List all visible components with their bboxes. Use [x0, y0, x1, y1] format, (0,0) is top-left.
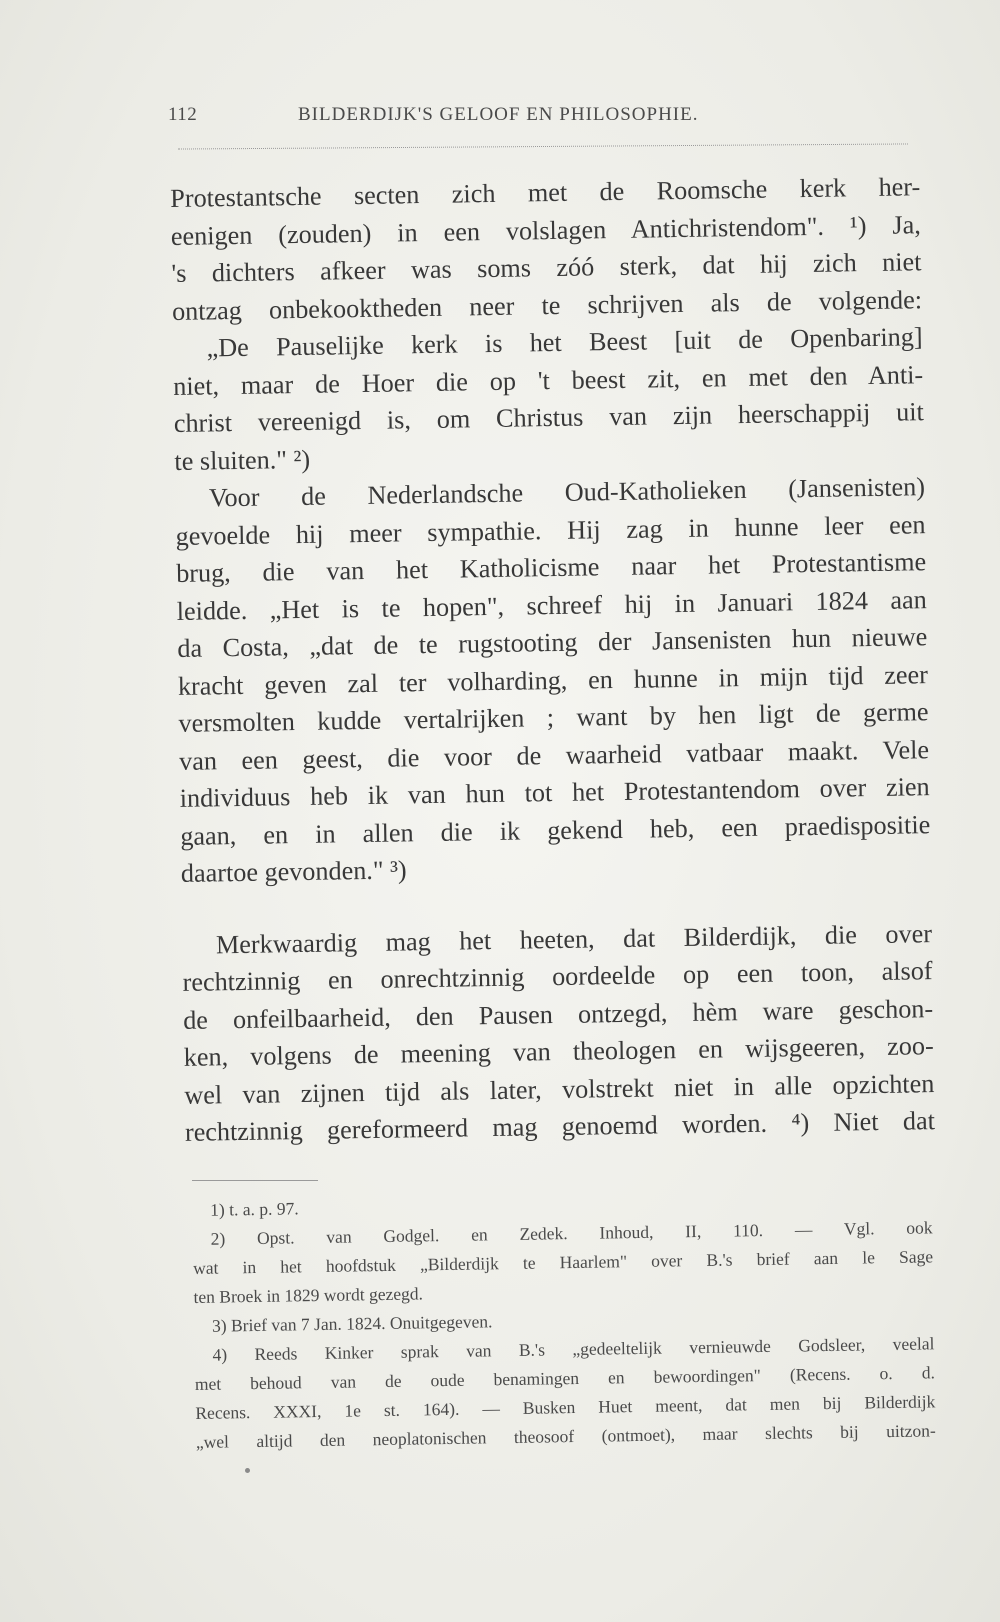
quote-line: „De Pauselijke kerk is het Beest [uit de Openbaring] — [206, 322, 923, 363]
footnote-4: 4) Reeds Kinker sprak van B.'s „gedeeltelijk vernieuwde Godsleer, veelal — [212, 1333, 935, 1365]
footnote-line: met behoud van de oude benamingen en bewoordingen" (Recens. o. d. — [194, 1362, 936, 1394]
body-line: wel van zijnen tijd als later, volstrekt niet in alle opzichten — [184, 1068, 935, 1110]
footnote-line: ten Broek in 1829 wordt gezegd. — [193, 1283, 424, 1307]
body-line: individuus heb ik van hun tot het Protestantendom over zien — [179, 772, 930, 813]
body-line: versmolten kudde vertalrijken ; want by hen ligt de germe — [178, 697, 929, 738]
body-line: kracht geven zal ter volharding, en hunne in mijn tijd zeer — [177, 659, 929, 701]
body-line: rechtzinnig en onrechtzinnig oordeelde op een toon, alsof — [182, 956, 933, 997]
body-line: gaan, en in allen die ik gekend heb, een praedispositie — [180, 809, 931, 851]
body-line: ken, volgens de meening van theologen en wijsgeeren, zoo- — [183, 1031, 934, 1072]
footnote-line: „wel altijd den neoplatonischen theosoof (ontmoet), maar slechts bij uitzon- — [195, 1420, 936, 1452]
body-line: brug, die van het Katholicisme naar het Protestantisme — [175, 547, 927, 588]
body-line: Protestantsche secten zich met de Roomsche kerk her- — [170, 172, 921, 213]
body-line: te sluiten." ²) — [174, 444, 311, 476]
body-line: 's dichters afkeer was soms zóó sterk, dat hij zich niet — [171, 247, 922, 288]
footnote-2: 2) Opst. van Godgel. en Zedek. Inhoud, II, 110. — Vgl. ook — [210, 1217, 933, 1249]
footnotes — [192, 1184, 936, 1457]
ink-speck — [245, 1468, 250, 1473]
body-line: van een geest, die voor de waarheid vatbaar maakt. Vele — [178, 734, 930, 776]
body-line: eenigen (zouden) in een volslagen Antichristendom". ¹) Ja, — [170, 209, 922, 251]
body-line: da Costa, „dat de te rugstooting der Jansenisten hun nieuwe — [177, 622, 928, 663]
paragraph-start-line: Merkwaardig mag het heeten, dat Bilderdijk, die over — [215, 918, 933, 959]
body-line: christ vereenigd is, om Christus van zijn heerschappij uit — [173, 397, 924, 438]
paragraph-start-line: Voor de Nederlandsche Oud-Katholieken (Jansenisten) — [208, 472, 926, 513]
body-line: niet, maar de Hoer die op 't beest zit, en met den Anti- — [173, 359, 924, 401]
running-head — [168, 104, 948, 134]
footnote-rule — [192, 1180, 318, 1181]
page-number: 112 — [168, 104, 198, 125]
body-line: gevoelde hij meer sympathie. Hij zag in hunne leer een — [175, 509, 926, 551]
body-line: daartoe gevonden." ³) — [180, 855, 407, 888]
footnote-line: wat in het hoofdstuk „Bilderdijk te Haarlem" over B.'s brief aan le Sage — [192, 1246, 934, 1278]
footnote-3: 3) Brief van 7 Jan. 1824. Onuitgegeven. — [211, 1311, 493, 1336]
running-head-title: BILDERDIJK'S GELOOF EN PHILOSOPHIE. — [298, 104, 699, 125]
body-text — [170, 168, 935, 1151]
footnote-1: 1) t. a. p. 97. — [210, 1198, 299, 1220]
footnote-line: Recens. XXXI, 1e st. 164). — Busken Huet meent, dat men bij Bilderdijk — [195, 1391, 936, 1423]
body-line: leidde. „Het is te hopen", schreef hij in Januari 1824 aan — [176, 584, 927, 626]
body-line: de onfeilbaarheid, den Pausen ontzegd, hèm ware geschon- — [182, 993, 934, 1035]
body-line: rechtzinnig gereformeerd mag genoemd worden. ⁴) Niet dat — [184, 1106, 936, 1147]
body-line: ontzag onbekooktheden neer te schrijven als de volgende: — [171, 284, 923, 326]
header-rule — [178, 143, 908, 149]
